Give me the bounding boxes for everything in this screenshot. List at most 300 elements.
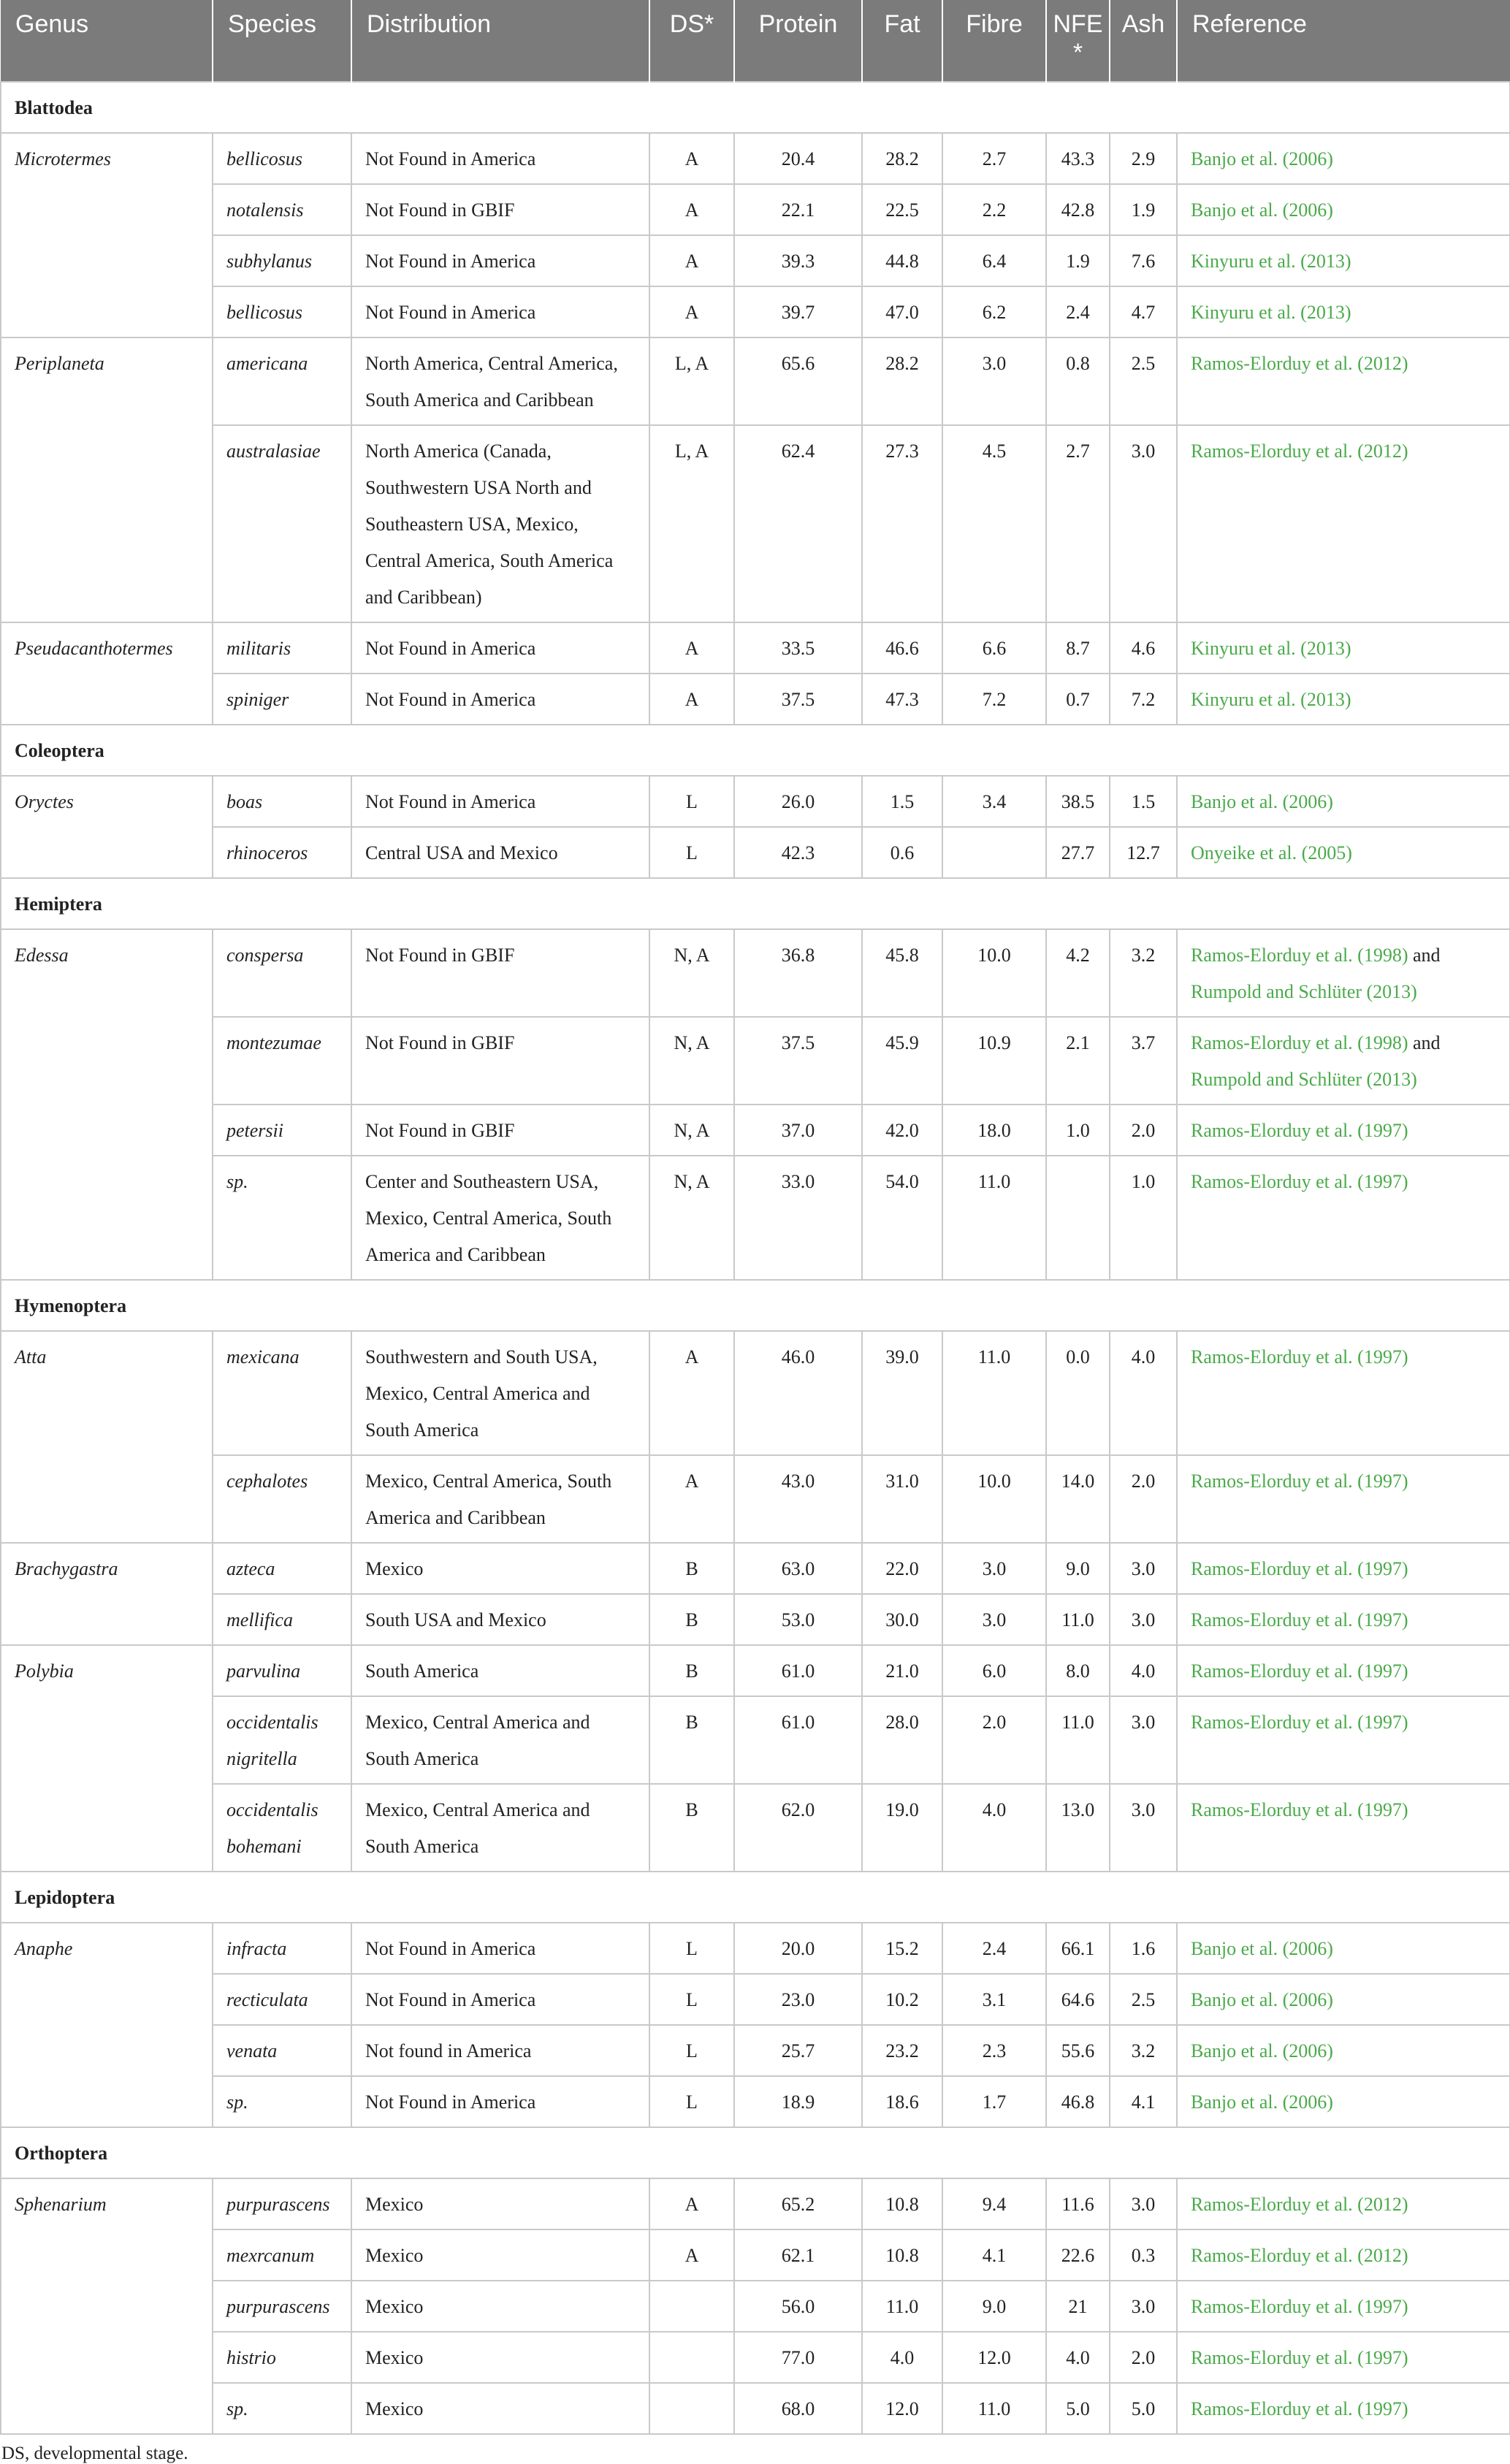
protein-cell: 37.5 <box>734 674 862 725</box>
table-footnote: DS, developmental stage. <box>1 2444 188 2463</box>
order-row <box>1 82 1510 133</box>
order-name: Lepidoptera <box>1 1872 1510 1923</box>
protein-cell: 23.0 <box>734 1974 862 2025</box>
fibre-cell: 2.7 <box>942 133 1046 184</box>
reference-link[interactable]: Banjo et al. (2006) <box>1191 791 1333 812</box>
order-row <box>1 2127 1510 2178</box>
reference-cell <box>1177 1784 1510 1872</box>
fibre-cell: 3.4 <box>942 776 1046 827</box>
reference-cell <box>1177 1105 1510 1156</box>
table-body <box>1 82 1510 2434</box>
table-row <box>1 1696 1510 1784</box>
species-cell: occidentalis bohemani <box>213 1784 351 1872</box>
header-protein: Protein <box>734 0 862 82</box>
fibre-cell: 6.2 <box>942 286 1046 337</box>
nfe-cell: 22.6 <box>1046 2230 1110 2281</box>
reference-link[interactable]: Ramos-Elorduy et al. (1997) <box>1191 1712 1408 1733</box>
table-row <box>1 2332 1510 2383</box>
reference-link[interactable]: Ramos-Elorduy et al. (1997) <box>1191 1471 1408 1492</box>
nfe-cell: 0.7 <box>1046 674 1110 725</box>
distribution-cell: North America (Canada, Southwestern USA North and Southeastern USA, Mexico, Central America, South America and Caribbean) <box>351 425 649 622</box>
reference-cell <box>1177 929 1510 1017</box>
fibre-cell: 3.0 <box>942 1594 1046 1645</box>
ds-cell <box>649 2281 734 2332</box>
reference-link[interactable]: Ramos-Elorduy et al. (2012) <box>1191 2245 1408 2266</box>
ds-cell <box>649 2383 734 2434</box>
ds-cell: A <box>649 1455 734 1543</box>
reference-cell <box>1177 1455 1510 1543</box>
table-row <box>1 184 1510 235</box>
table-row <box>1 235 1510 286</box>
table-row <box>1 1105 1510 1156</box>
distribution-cell: Not Found in America <box>351 1923 649 1974</box>
fat-cell: 54.0 <box>862 1156 942 1280</box>
ash-cell: 4.7 <box>1110 286 1177 337</box>
ash-cell: 2.0 <box>1110 2332 1177 2383</box>
genus-cell: Brachygastra <box>1 1543 213 1645</box>
fat-cell: 18.6 <box>862 2076 942 2127</box>
ash-cell: 4.0 <box>1110 1645 1177 1696</box>
reference-link[interactable]: Ramos-Elorduy et al. (1997) <box>1191 1346 1408 1368</box>
fat-cell: 47.3 <box>862 674 942 725</box>
nfe-cell: 42.8 <box>1046 184 1110 235</box>
table-row <box>1 622 1510 674</box>
ds-cell: L <box>649 827 734 878</box>
distribution-cell: Central USA and Mexico <box>351 827 649 878</box>
ds-cell: A <box>649 1331 734 1455</box>
reference-link[interactable]: Kinyuru et al. (2013) <box>1191 638 1351 659</box>
nfe-cell: 55.6 <box>1046 2025 1110 2076</box>
distribution-cell: Mexico <box>351 2383 649 2434</box>
protein-cell: 62.4 <box>734 425 862 622</box>
fibre-cell: 6.4 <box>942 235 1046 286</box>
protein-cell: 56.0 <box>734 2281 862 2332</box>
ds-cell: N, A <box>649 1017 734 1105</box>
fibre-cell: 9.0 <box>942 2281 1046 2332</box>
ds-cell <box>649 2332 734 2383</box>
species-cell: histrio <box>213 2332 351 2383</box>
fibre-cell: 2.2 <box>942 184 1046 235</box>
reference-link[interactable]: Ramos-Elorduy et al. (1997) <box>1191 1799 1408 1820</box>
reference-link[interactable]: Banjo et al. (2006) <box>1191 148 1333 169</box>
distribution-cell: Mexico <box>351 2178 649 2230</box>
reference-cell <box>1177 2383 1510 2434</box>
species-cell: azteca <box>213 1543 351 1594</box>
reference-link[interactable]: Ramos-Elorduy et al. (1997) <box>1191 2398 1408 2419</box>
table-row <box>1 2383 1510 2434</box>
fat-cell: 1.5 <box>862 776 942 827</box>
ash-cell: 3.0 <box>1110 1696 1177 1784</box>
distribution-cell: Not Found in America <box>351 776 649 827</box>
protein-cell: 77.0 <box>734 2332 862 2383</box>
distribution-cell: Mexico, Central America and South America <box>351 1784 649 1872</box>
protein-cell: 62.0 <box>734 1784 862 1872</box>
fibre-cell: 10.0 <box>942 929 1046 1017</box>
ash-cell: 4.0 <box>1110 1331 1177 1455</box>
distribution-cell: Not Found in America <box>351 1974 649 2025</box>
order-name: Hemiptera <box>1 878 1510 929</box>
protein-cell: 61.0 <box>734 1696 862 1784</box>
protein-cell: 68.0 <box>734 2383 862 2434</box>
reference-link[interactable]: Banjo et al. (2006) <box>1191 2091 1333 2113</box>
reference-cell <box>1177 184 1510 235</box>
nfe-cell <box>1046 1156 1110 1280</box>
ash-cell: 2.0 <box>1110 1105 1177 1156</box>
distribution-cell: Not Found in GBIF <box>351 1105 649 1156</box>
reference-link[interactable]: Ramos-Elorduy et al. (1998) <box>1191 1032 1408 1053</box>
order-name: Orthoptera <box>1 2127 1510 2178</box>
table-row <box>1 337 1510 425</box>
genus-cell: Anaphe <box>1 1923 213 2127</box>
reference-cell <box>1177 1696 1510 1784</box>
table-row <box>1 1594 1510 1645</box>
ds-cell: N, A <box>649 1156 734 1280</box>
order-row <box>1 1280 1510 1331</box>
species-cell: occidentalis nigritella <box>213 1696 351 1784</box>
table-row <box>1 1017 1510 1105</box>
protein-cell: 20.0 <box>734 1923 862 1974</box>
fibre-cell: 3.0 <box>942 1543 1046 1594</box>
table-row <box>1 2230 1510 2281</box>
reference-link[interactable]: Kinyuru et al. (2013) <box>1191 251 1351 272</box>
fibre-cell: 7.2 <box>942 674 1046 725</box>
fibre-cell: 9.4 <box>942 2178 1046 2230</box>
fibre-cell: 6.0 <box>942 1645 1046 1696</box>
fibre-cell: 10.9 <box>942 1017 1046 1105</box>
reference-cell <box>1177 674 1510 725</box>
distribution-cell: Not Found in America <box>351 286 649 337</box>
nfe-cell: 1.9 <box>1046 235 1110 286</box>
species-cell: sp. <box>213 1156 351 1280</box>
fat-cell: 28.2 <box>862 337 942 425</box>
protein-cell: 22.1 <box>734 184 862 235</box>
reference-link[interactable]: Ramos-Elorduy et al. (2012) <box>1191 353 1408 374</box>
species-cell: conspersa <box>213 929 351 1017</box>
protein-cell: 62.1 <box>734 2230 862 2281</box>
fat-cell: 45.8 <box>862 929 942 1017</box>
fibre-cell: 2.4 <box>942 1923 1046 1974</box>
fibre-cell: 3.1 <box>942 1974 1046 2025</box>
fat-cell: 30.0 <box>862 1594 942 1645</box>
nfe-cell: 2.1 <box>1046 1017 1110 1105</box>
reference-cell <box>1177 425 1510 622</box>
reference-cell <box>1177 2025 1510 2076</box>
ash-cell: 3.0 <box>1110 2178 1177 2230</box>
reference-cell <box>1177 133 1510 184</box>
fat-cell: 11.0 <box>862 2281 942 2332</box>
ash-cell: 2.0 <box>1110 1455 1177 1543</box>
ash-cell: 3.7 <box>1110 1017 1177 1105</box>
ash-cell: 3.0 <box>1110 2281 1177 2332</box>
reference-link-secondary[interactable]: Rumpold and Schlüter (2013) <box>1191 1069 1417 1090</box>
header-fibre: Fibre <box>942 0 1046 82</box>
ash-cell: 2.5 <box>1110 1974 1177 2025</box>
species-cell: recticulata <box>213 1974 351 2025</box>
reference-link[interactable]: Ramos-Elorduy et al. (1997) <box>1191 1660 1408 1682</box>
nfe-cell: 4.2 <box>1046 929 1110 1017</box>
species-cell: parvulina <box>213 1645 351 1696</box>
table-row <box>1 929 1510 1017</box>
ash-cell: 5.0 <box>1110 2383 1177 2434</box>
species-cell: venata <box>213 2025 351 2076</box>
ash-cell: 3.0 <box>1110 1784 1177 1872</box>
fat-cell: 27.3 <box>862 425 942 622</box>
distribution-cell: Not Found in America <box>351 2076 649 2127</box>
reference-cell <box>1177 2178 1510 2230</box>
protein-cell: 65.6 <box>734 337 862 425</box>
reference-link[interactable]: Ramos-Elorduy et al. (1997) <box>1191 1558 1408 1579</box>
protein-cell: 61.0 <box>734 1645 862 1696</box>
genus-cell: Pseudacanthotermes <box>1 622 213 725</box>
species-cell: americana <box>213 337 351 425</box>
fat-cell: 22.5 <box>862 184 942 235</box>
protein-cell: 53.0 <box>734 1594 862 1645</box>
reference-link-secondary[interactable]: Rumpold and Schlüter (2013) <box>1191 981 1417 1002</box>
species-cell: sp. <box>213 2383 351 2434</box>
ds-cell: L <box>649 776 734 827</box>
nfe-cell: 11.0 <box>1046 1594 1110 1645</box>
protein-cell: 36.8 <box>734 929 862 1017</box>
reference-cell <box>1177 337 1510 425</box>
fibre-cell: 12.0 <box>942 2332 1046 2383</box>
nfe-cell: 46.8 <box>1046 2076 1110 2127</box>
ash-cell: 2.5 <box>1110 337 1177 425</box>
distribution-cell: Mexico, Central America, South America and Caribbean <box>351 1455 649 1543</box>
ash-cell: 0.3 <box>1110 2230 1177 2281</box>
reference-cell <box>1177 2076 1510 2127</box>
reference-cell <box>1177 1645 1510 1696</box>
reference-link[interactable]: Ramos-Elorduy et al. (2012) <box>1191 2194 1408 2215</box>
order-row <box>1 1872 1510 1923</box>
fibre-cell: 18.0 <box>942 1105 1046 1156</box>
ds-cell: L, A <box>649 425 734 622</box>
protein-cell: 43.0 <box>734 1455 862 1543</box>
nfe-cell: 66.1 <box>1046 1923 1110 1974</box>
protein-cell: 46.0 <box>734 1331 862 1455</box>
header-reference: Reference <box>1177 0 1510 82</box>
species-cell: subhylanus <box>213 235 351 286</box>
header-ash: Ash <box>1110 0 1177 82</box>
fibre-cell: 11.0 <box>942 1156 1046 1280</box>
order-name: Coleoptera <box>1 725 1510 776</box>
header-nfe-star: * <box>1072 39 1083 66</box>
distribution-cell: Not Found in America <box>351 674 649 725</box>
species-cell: montezumae <box>213 1017 351 1105</box>
reference-link[interactable]: Ramos-Elorduy et al. (2012) <box>1191 440 1408 462</box>
nfe-cell: 43.3 <box>1046 133 1110 184</box>
header-row <box>1 0 1510 82</box>
reference-link[interactable]: Banjo et al. (2006) <box>1191 1938 1333 1959</box>
ds-cell: A <box>649 133 734 184</box>
genus-cell: Sphenarium <box>1 2178 213 2434</box>
species-cell: mexrcanum <box>213 2230 351 2281</box>
table-row <box>1 1974 1510 2025</box>
reference-link[interactable]: Ramos-Elorduy et al. (1997) <box>1191 2296 1408 2317</box>
species-cell: rhinoceros <box>213 827 351 878</box>
distribution-cell: Mexico, Central America and South America <box>351 1696 649 1784</box>
ds-cell: L <box>649 1974 734 2025</box>
distribution-cell: Not Found in GBIF <box>351 184 649 235</box>
ash-cell: 1.5 <box>1110 776 1177 827</box>
table-row <box>1 2025 1510 2076</box>
nfe-cell: 2.4 <box>1046 286 1110 337</box>
reference-link[interactable]: Ramos-Elorduy et al. (1997) <box>1191 2347 1408 2368</box>
reference-link[interactable]: Banjo et al. (2006) <box>1191 199 1333 221</box>
table-row <box>1 133 1510 184</box>
distribution-cell: Mexico <box>351 2230 649 2281</box>
ds-cell: L <box>649 2076 734 2127</box>
table-row <box>1 674 1510 725</box>
ds-cell: L <box>649 1923 734 1974</box>
genus-cell: Edessa <box>1 929 213 1280</box>
header-ds: DS* <box>649 0 734 82</box>
ash-cell: 4.6 <box>1110 622 1177 674</box>
distribution-cell: South USA and Mexico <box>351 1594 649 1645</box>
fat-cell: 12.0 <box>862 2383 942 2434</box>
fibre-cell <box>942 827 1046 878</box>
species-cell: purpurascens <box>213 2178 351 2230</box>
ash-cell: 1.0 <box>1110 1156 1177 1280</box>
fat-cell: 28.2 <box>862 133 942 184</box>
fat-cell: 4.0 <box>862 2332 942 2383</box>
ash-cell: 3.0 <box>1110 1543 1177 1594</box>
protein-cell: 42.3 <box>734 827 862 878</box>
ash-cell: 7.2 <box>1110 674 1177 725</box>
ds-cell: B <box>649 1543 734 1594</box>
ash-cell: 3.0 <box>1110 1594 1177 1645</box>
protein-cell: 33.0 <box>734 1156 862 1280</box>
header-species: Species <box>213 0 351 82</box>
fat-cell: 31.0 <box>862 1455 942 1543</box>
ds-cell: A <box>649 235 734 286</box>
ds-cell: A <box>649 674 734 725</box>
reference-link[interactable]: Ramos-Elorduy et al. (1997) <box>1191 1609 1408 1630</box>
reference-cell <box>1177 622 1510 674</box>
reference-link[interactable]: Ramos-Elorduy et al. (1997) <box>1191 1171 1408 1192</box>
genus-cell: Polybia <box>1 1645 213 1872</box>
fat-cell: 15.2 <box>862 1923 942 1974</box>
nfe-cell: 64.6 <box>1046 1974 1110 2025</box>
nfe-cell: 0.0 <box>1046 1331 1110 1455</box>
ash-cell: 1.6 <box>1110 1923 1177 1974</box>
reference-link[interactable]: Ramos-Elorduy et al. (1997) <box>1191 1120 1408 1141</box>
ash-cell: 1.9 <box>1110 184 1177 235</box>
order-name: Blattodea <box>1 82 1510 133</box>
fibre-cell: 11.0 <box>942 1331 1046 1455</box>
table-row <box>1 1645 1510 1696</box>
protein-cell: 20.4 <box>734 133 862 184</box>
species-cell: spiniger <box>213 674 351 725</box>
table-row <box>1 286 1510 337</box>
reference-cell <box>1177 1017 1510 1105</box>
species-cell: bellicosus <box>213 286 351 337</box>
reference-cell <box>1177 2281 1510 2332</box>
fibre-cell: 4.1 <box>942 2230 1046 2281</box>
fibre-cell: 2.3 <box>942 2025 1046 2076</box>
ds-cell: L, A <box>649 337 734 425</box>
reference-cell <box>1177 235 1510 286</box>
header-nfe <box>1046 0 1110 82</box>
distribution-cell: Center and Southeastern USA, Mexico, Central America, South America and Caribbean <box>351 1156 649 1280</box>
table-row <box>1 2076 1510 2127</box>
nfe-cell: 27.7 <box>1046 827 1110 878</box>
distribution-cell: Not found in America <box>351 2025 649 2076</box>
reference-cell <box>1177 827 1510 878</box>
ds-cell: A <box>649 286 734 337</box>
fat-cell: 19.0 <box>862 1784 942 1872</box>
reference-conjunction: and <box>1413 1032 1441 1053</box>
ds-cell: N, A <box>649 1105 734 1156</box>
species-cell: boas <box>213 776 351 827</box>
species-cell: cephalotes <box>213 1455 351 1543</box>
protein-cell: 25.7 <box>734 2025 862 2076</box>
reference-link[interactable]: Banjo et al. (2006) <box>1191 2040 1333 2061</box>
reference-link[interactable]: Kinyuru et al. (2013) <box>1191 302 1351 323</box>
reference-conjunction: and <box>1413 945 1441 966</box>
nfe-cell: 9.0 <box>1046 1543 1110 1594</box>
reference-link[interactable]: Kinyuru et al. (2013) <box>1191 689 1351 710</box>
fat-cell: 10.8 <box>862 2178 942 2230</box>
table-row <box>1 1923 1510 1974</box>
reference-link[interactable]: Onyeike et al. (2005) <box>1191 842 1352 863</box>
genus-cell: Atta <box>1 1331 213 1543</box>
table-row <box>1 1331 1510 1455</box>
ash-cell: 4.1 <box>1110 2076 1177 2127</box>
nfe-cell: 1.0 <box>1046 1105 1110 1156</box>
protein-cell: 39.7 <box>734 286 862 337</box>
species-cell: bellicosus <box>213 133 351 184</box>
fibre-cell: 4.5 <box>942 425 1046 622</box>
reference-link[interactable]: Banjo et al. (2006) <box>1191 1989 1333 2010</box>
ds-cell: B <box>649 1696 734 1784</box>
reference-cell <box>1177 1331 1510 1455</box>
genus-cell: Periplaneta <box>1 337 213 622</box>
ds-cell: L <box>649 2025 734 2076</box>
ash-cell: 2.9 <box>1110 133 1177 184</box>
reference-link[interactable]: Ramos-Elorduy et al. (1998) <box>1191 945 1408 966</box>
fat-cell: 28.0 <box>862 1696 942 1784</box>
ds-cell: A <box>649 2230 734 2281</box>
fat-cell: 39.0 <box>862 1331 942 1455</box>
protein-cell: 63.0 <box>734 1543 862 1594</box>
reference-cell <box>1177 1594 1510 1645</box>
reference-cell <box>1177 1974 1510 2025</box>
nfe-cell: 0.8 <box>1046 337 1110 425</box>
table-row <box>1 2178 1510 2230</box>
distribution-cell: Southwestern and South USA, Mexico, Central America and South America <box>351 1331 649 1455</box>
header-genus: Genus <box>1 0 213 82</box>
reference-cell <box>1177 1543 1510 1594</box>
table-row <box>1 425 1510 622</box>
fat-cell: 21.0 <box>862 1645 942 1696</box>
table-row <box>1 1455 1510 1543</box>
fat-cell: 42.0 <box>862 1105 942 1156</box>
ds-cell: A <box>649 184 734 235</box>
fat-cell: 10.8 <box>862 2230 942 2281</box>
fibre-cell: 11.0 <box>942 2383 1046 2434</box>
fat-cell: 10.2 <box>862 1974 942 2025</box>
ash-cell: 3.2 <box>1110 929 1177 1017</box>
reference-cell <box>1177 2332 1510 2383</box>
nfe-cell: 5.0 <box>1046 2383 1110 2434</box>
nfe-cell: 2.7 <box>1046 425 1110 622</box>
fibre-cell: 4.0 <box>942 1784 1046 1872</box>
ds-cell: B <box>649 1784 734 1872</box>
table-row <box>1 1784 1510 1872</box>
nfe-cell: 8.7 <box>1046 622 1110 674</box>
species-cell: australasiae <box>213 425 351 622</box>
distribution-cell: Mexico <box>351 2332 649 2383</box>
